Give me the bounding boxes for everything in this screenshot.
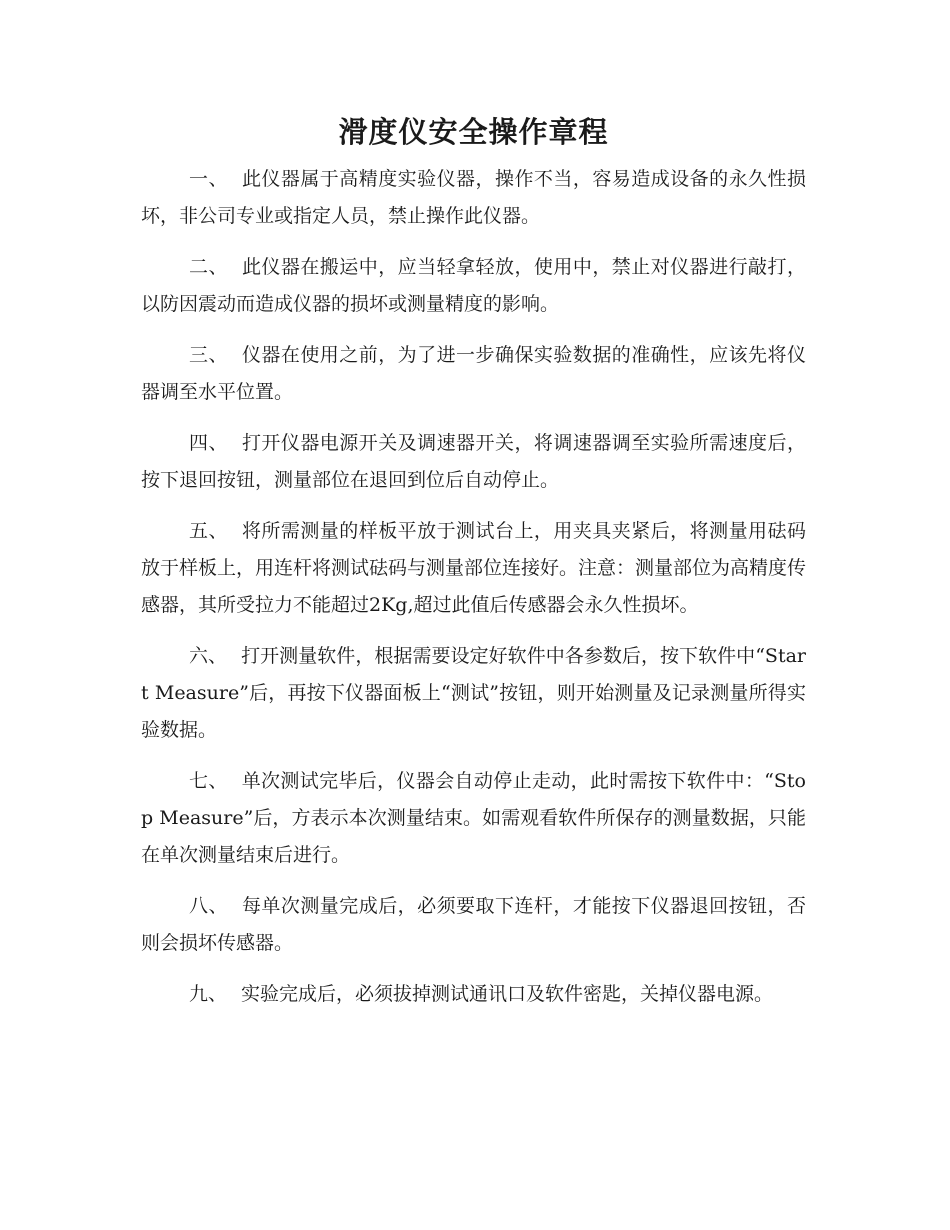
- article-9: [141, 976, 806, 1013]
- article-number: 二、: [189, 256, 228, 278]
- article-number: 六、: [189, 645, 228, 667]
- article-2: [141, 249, 806, 323]
- article-number: 四、: [189, 432, 228, 454]
- article-text: 将所需测量的样板平放于测试台上，用夹具夹紧后，将测量用砝码放于样板上，用连杆将测试砝码与测量部位连接好。注意：测量部位为高精度传感器，其所受拉力不能超过2Kg,超过此值后传感器会永久性损坏。: [141, 520, 807, 616]
- article-7: [141, 763, 806, 874]
- article-text: 打开仪器电源开关及调速器开关，将调速器调至实验所需速度后，按下退回按钮，测量部位在退回到位后自动停止。: [141, 432, 806, 491]
- article-text: 打开测量软件，根据需要设定好软件中各参数后，按下软件中“Start Measure”后，再按下仪器面板上“测试”按钮，则开始测量及记录测量所得实验数据。: [141, 645, 806, 741]
- article-number: 九、: [189, 983, 228, 1005]
- article-4: [141, 425, 806, 499]
- article-number: 八、: [189, 895, 228, 917]
- article-list: [141, 161, 806, 1013]
- article-text: 单次测试完毕后，仪器会自动停止走动，此时需按下软件中：“Stop Measure”后，方表示本次测量结束。如需观看软件所保存的测量数据，只能在单次测量结束后进行。: [141, 770, 806, 866]
- article-3: [141, 337, 806, 411]
- article-number: 七、: [189, 770, 228, 792]
- article-text: 此仪器在搬运中，应当轻拿轻放，使用中，禁止对仪器进行敲打，以防因震动而造成仪器的损坏或测量精度的影响。: [141, 256, 806, 315]
- document-title: 滑度仪安全操作章程: [338, 115, 609, 149]
- article-number: 一、: [189, 168, 228, 190]
- document-page: [141, 0, 806, 1027]
- article-number: 五、: [189, 520, 228, 542]
- article-1: [141, 161, 806, 235]
- article-number: 三、: [189, 344, 228, 366]
- article-text: 此仪器属于高精度实验仪器，操作不当，容易造成设备的永久性损坏，非公司专业或指定人员，禁止操作此仪器。: [141, 168, 806, 227]
- article-8: [141, 888, 806, 962]
- article-text: 仪器在使用之前，为了进一步确保实验数据的准确性，应该先将仪器调至水平位置。: [141, 344, 806, 403]
- article-5: [141, 513, 806, 624]
- article-text: 每单次测量完成后，必须要取下连杆，才能按下仪器退回按钮，否则会损坏传感器。: [141, 895, 806, 954]
- article-text: 实验完成后，必须拔掉测试通讯口及软件密匙，关掉仪器电源。: [241, 983, 774, 1005]
- article-6: [141, 638, 806, 749]
